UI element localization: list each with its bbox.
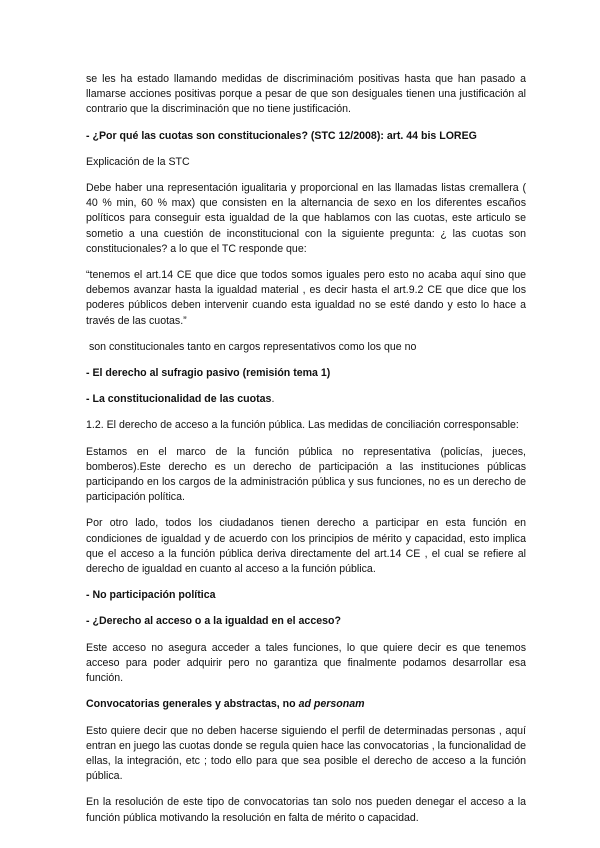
paragraph-acceso-no-asegura: Este acceso no asegura acceder a tales funciones, lo que quiere decir es que tenemos acceso para poder adquirir pero no garantiza que finalmente podamos desarrollar esa función. bbox=[86, 641, 526, 685]
heading-convocatorias-text: Convocatorias generales y abstractas, no bbox=[86, 698, 299, 711]
paragraph-merito-capacidad: Por otro lado, todos los ciudadanos tienen derecho a participar en esta función en condiciones de igualdad y de acuerdo con los principios de mérito y capacidad, esto implica que el acceso a la función pública deriva directamente del art.14 CE , el cual se refiere al derecho de igualdad en cuanto al acceso a la función pública. bbox=[86, 517, 526, 576]
heading-ad-personam: ad personam bbox=[298, 698, 365, 711]
document-page bbox=[86, 70, 526, 826]
paragraph-perfil-personas: Esto quiere decir que no deben hacerse siguiendo el perfil de determinadas personas , aquí entran en juego las cuotas donde se regula quien hace las convocatorias , la funcionalidad de ellas, la integración, etc ; todo ello para que sea posible el derecho de acceso a la función pública. bbox=[86, 724, 526, 783]
paragraph-funcion-no-representativa: Estamos en el marco de la función pública no representativa (policías, jueces, bomberos).Este derecho es un derecho de participación a las instituciones públicas participando en los cargos de la administración pública y sus funciones, no es un derecho de participación política. bbox=[86, 445, 526, 504]
paragraph-resolucion-convocatorias: En la resolución de este tipo de convocatorias tan solo nos pueden denegar el acceso a la función pública motivando la resolución en falta de mérito o capacidad. bbox=[86, 796, 526, 824]
heading-constitucionalidad-text: - La constitucionalidad de las cuotas bbox=[86, 393, 272, 406]
paragraph-acceso-funcion-publica: 1.2. El derecho de acceso a la función pública. Las medidas de conciliación corresponsable: bbox=[86, 419, 519, 432]
paragraph-cargos-representativos: son constitucionales tanto en cargos representativos como los que no bbox=[86, 340, 417, 353]
heading-constitucionalidad-period: . bbox=[271, 393, 275, 406]
heading-no-participacion-politica: - No participación política bbox=[86, 589, 216, 602]
heading-constitucionalidad-cuotas bbox=[86, 392, 526, 407]
paragraph-discriminacion: se les ha estado llamando medidas de discriminacióm positivas hasta que han pasado a llamarse acciones positivas porque a pesar de que son desiguales tienen una justificación al contrario que la discriminación que no tiene justificación. bbox=[86, 73, 526, 116]
heading-convocatorias-generales bbox=[86, 697, 526, 712]
heading-cuotas-constitucionales: - ¿Por qué las cuotas son constitucionales? (STC 12/2008): art. 44 bis LOREG bbox=[86, 129, 477, 142]
paragraph-cita-tc: “tenemos el art.14 CE que dice que todos somos iguales pero esto no acaba aquí sino que debemos avanzar hasta la igualdad material , es decir hasta el art.9.2 CE que dice que los poderes públicos deben intervenir cuando esta igualdad no se esté dando y esto lo hace a través de las cuotas.” bbox=[86, 269, 526, 327]
paragraph-listas-cremallera: Debe haber una representación igualitaria y proporcional en las llamadas listas cremallera ( 40 % min, 60 % max) que consisten en la alternancia de sexo en los diferentes escaños políticos para conseguir esta igualdad de la que hablamos con las cuotas, este articulo se sometio a una cuestión de inconstitucional con la siguiente pregunta: ¿ las cuotas son constitucionales? a lo que el TC responde que: bbox=[86, 182, 526, 255]
paragraph-explicacion-stc: Explicación de la STC bbox=[86, 155, 190, 168]
heading-sufragio-pasivo: - El derecho al sufragio pasivo (remisión tema 1) bbox=[86, 367, 331, 380]
heading-derecho-acceso-igualdad: - ¿Derecho al acceso o a la igualdad en el acceso? bbox=[86, 615, 341, 628]
